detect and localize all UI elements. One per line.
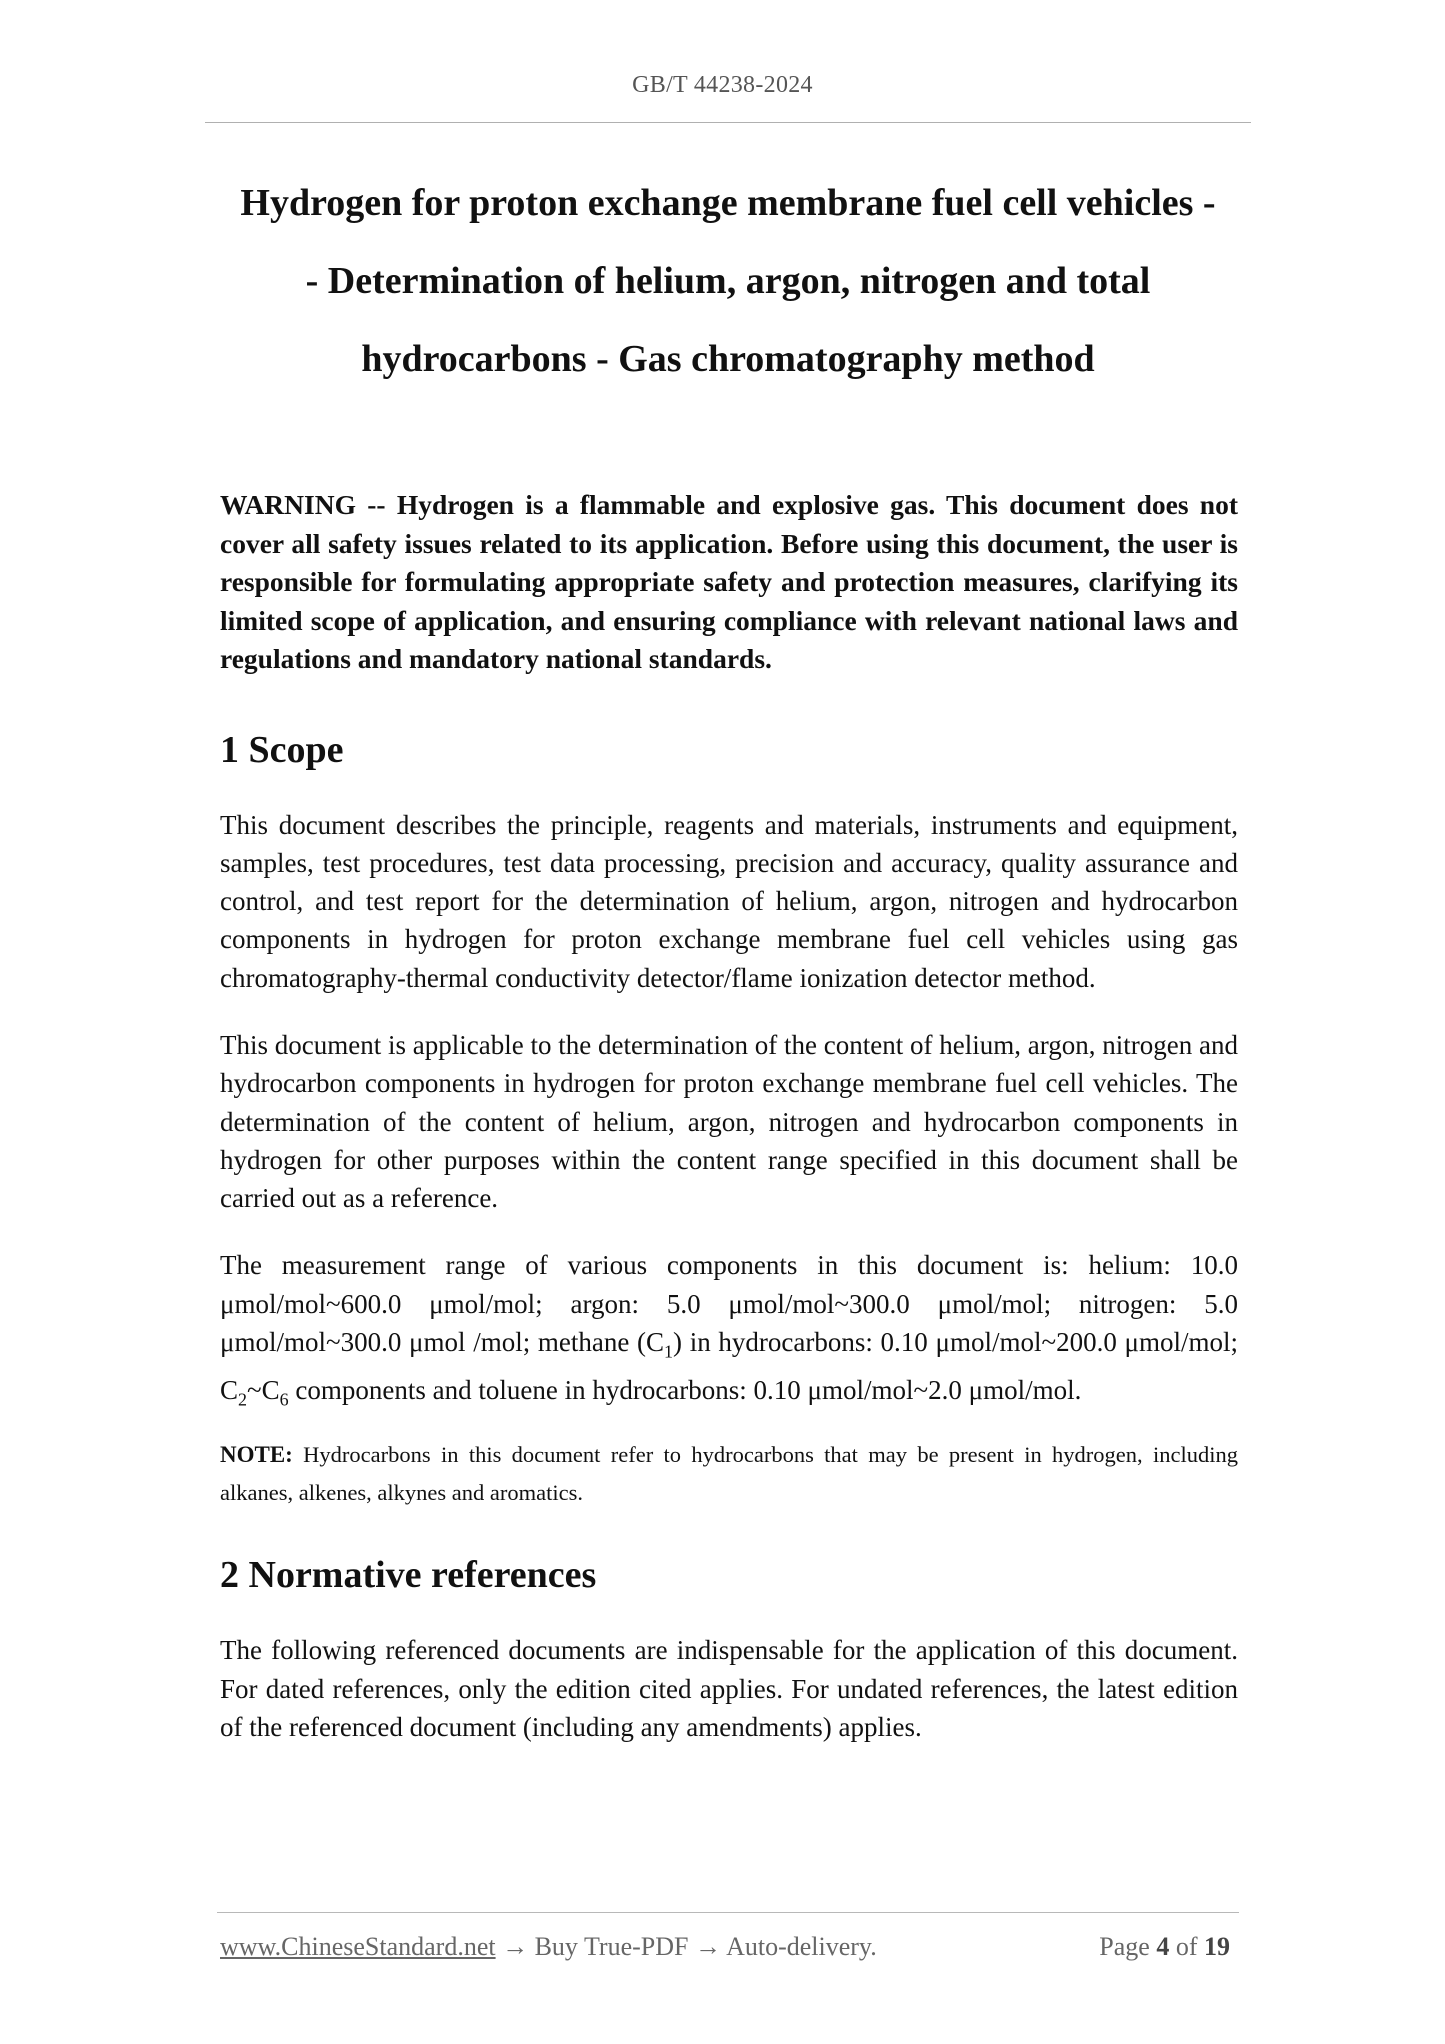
auto-delivery-text: Auto-delivery. [726, 1932, 877, 1961]
title-line-2: - Determination of helium, argon, nitrogen and total [305, 260, 1151, 302]
warning-paragraph: WARNING -- Hydrogen is a flammable and explosive gas. This document does not cover all safety issues related to its application. Before using this document, the user is responsible for formulating appropriate safety and protection measures, clarifying its limited scope of application, and ensuring compliance with relevant national laws and regulations and mandatory national standards. [220, 489, 1238, 674]
buy-true-pdf-text: Buy True-PDF [534, 1932, 689, 1961]
chinesestandard-link[interactable]: www.ChineseStandard.net [220, 1932, 496, 1961]
page-number [1099, 1932, 1230, 1962]
of-label: of [1169, 1932, 1204, 1961]
range-subscript-6: 6 [279, 1389, 289, 1410]
title-line-3: hydrocarbons - Gas chromatography method [361, 338, 1095, 380]
section-heading-scope: 1 Scope [220, 728, 344, 771]
footer-promo [220, 1932, 877, 1962]
normative-references-paragraph: The following referenced documents are indispensable for the application of this document. For dated references, only the edition cited applies. For undated references, the latest edition of the referenced document (including any amendments) applies. [220, 1635, 1238, 1743]
arrow-icon: → [688, 1932, 727, 1961]
range-text-d: components and toluene in hydrocarbons: 0.10 μmol/mol~2.0 μmol/mol. [288, 1374, 1082, 1405]
document-title [205, 164, 1251, 398]
section-heading-normative-references: 2 Normative references [220, 1554, 597, 1597]
range-text-a: The measurement range of various components in this document is: helium: 10.0 μmol/mol~600.0 μmol/mol; argon: 5.0 μmol/mol~300.0 μmol/mol; nitrogen: 5.0 μmol/mol~300.0 μmol /mol; methane (C [220, 1250, 1238, 1358]
total-pages: 19 [1204, 1932, 1230, 1961]
footer-divider [217, 1912, 1239, 1913]
range-subscript-2: 2 [238, 1389, 248, 1410]
note-label: NOTE: [220, 1442, 293, 1468]
range-text-c: ~C [247, 1374, 280, 1405]
scope-paragraph-2: This document is applicable to the determination of the content of helium, argon, nitrogen and hydrocarbon components in hydrogen for proton exchange membrane fuel cell vehicles. The determination of the content of helium, argon, nitrogen and hydrocarbon components in hydrogen for other purposes within the content range specified in this document shall be carried out as a reference. [220, 1029, 1238, 1214]
document-body [220, 486, 1238, 1746]
scope-note [220, 1436, 1238, 1512]
header-divider [205, 122, 1251, 123]
arrow-icon: → [495, 1932, 535, 1961]
title-line-1: Hydrogen for proton exchange membrane fuel cell vehicles - [240, 182, 1216, 224]
note-text: Hydrocarbons in this document refer to hydrocarbons that may be present in hydrogen, including alkanes, alkenes, alkynes and aromatics. [220, 1442, 1238, 1506]
scope-paragraph-3 [220, 1246, 1238, 1418]
range-subscript-1: 1 [664, 1341, 674, 1362]
range-text-b: ) in hydrocarbons: 0.10 μmol/mol~200.0 μmol/mol; C [220, 1327, 1238, 1405]
current-page: 4 [1156, 1932, 1170, 1961]
running-header: GB/T 44238-2024 [632, 72, 813, 98]
scope-paragraph-1: This document describes the principle, reagents and materials, instruments and equipment, samples, test procedures, test data processing, precision and accuracy, quality assurance and control, and test report for the determination of helium, argon, nitrogen and hydrocarbon components in hydrogen for proton exchange membrane fuel cell vehicles using gas chromatography-thermal conductivity detector/flame ionization detector method. [220, 809, 1238, 993]
page-label: Page [1099, 1932, 1157, 1961]
